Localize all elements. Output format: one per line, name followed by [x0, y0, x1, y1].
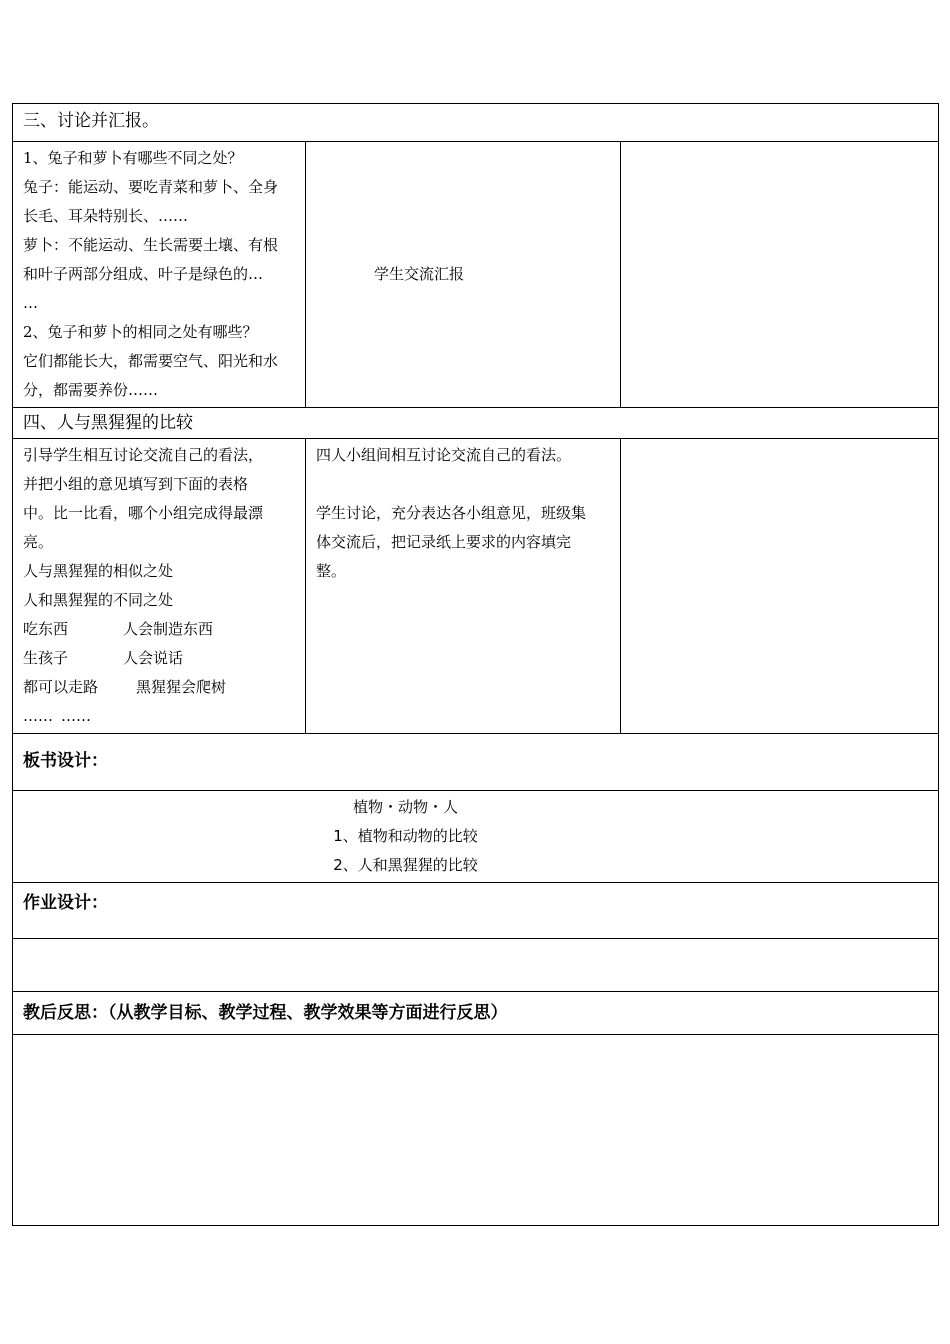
compare-left: 生孩子	[23, 649, 69, 667]
homework-label: 作业设计：	[13, 883, 939, 939]
compare-right: 黑猩猩会爬树	[136, 678, 227, 696]
section3-title: 三、讨论并汇报。	[13, 104, 939, 142]
section4-student-line: 四人小组间相互讨论交流自己的看法。	[316, 446, 572, 464]
section3-line: 分，都需要养份……	[23, 381, 159, 399]
section3-student-text: 学生交流汇报	[374, 265, 465, 283]
reflection-content	[13, 1035, 939, 1226]
board-label: 板书设计：	[13, 734, 939, 791]
compare-right: ……	[61, 707, 91, 725]
reflection-label: 教后反思：（从教学目标、教学过程、教学效果等方面进行反思）	[13, 992, 939, 1035]
lesson-plan-table	[12, 103, 939, 1226]
section4-line: 中。比一比看，哪个小组完成得最漂	[23, 504, 264, 522]
section4-line: 亮。	[23, 533, 54, 551]
section4-student-line: 整。	[316, 562, 347, 580]
section4-line: 引导学生相互讨论交流自己的看法，	[23, 446, 264, 464]
board-line-title: 植物・动物・人	[353, 798, 459, 816]
section4-line: 人与黑猩猩的相似之处	[23, 562, 174, 580]
section4-title: 四、人与黑猩猩的比较	[13, 408, 939, 439]
section4-student-cell	[306, 439, 621, 734]
section4-line: 并把小组的意见填写到下面的表格	[23, 475, 249, 493]
board-content	[13, 791, 939, 883]
section4-notes-cell	[621, 439, 939, 734]
section3-teacher-cell	[13, 142, 306, 408]
compare-row	[23, 644, 295, 673]
section3-line: 兔子：能运动、要吃青菜和萝卜、全身	[23, 178, 279, 196]
section3-line: 1、兔子和萝卜有哪些不同之处？	[23, 149, 243, 167]
compare-right: 人会说话	[123, 649, 184, 667]
homework-content	[13, 939, 939, 992]
section3-line: 2、兔子和萝卜的相同之处有哪些？	[23, 323, 258, 341]
section3-student-cell	[306, 142, 621, 408]
compare-left: 都可以走路	[23, 678, 99, 696]
compare-right: 人会制造东西	[123, 620, 214, 638]
section3-notes-cell	[621, 142, 939, 408]
section3-line: 它们都能长大，都需要空气、阳光和水	[23, 352, 279, 370]
section4-line: 人和黑猩猩的不同之处	[23, 591, 174, 609]
section4-teacher-cell	[13, 439, 306, 734]
board-line: 1、植物和动物的比较	[333, 827, 478, 845]
section3-line: …	[23, 294, 38, 312]
compare-row	[23, 615, 295, 644]
section4-student-line	[316, 470, 610, 499]
compare-row	[23, 702, 295, 731]
section4-student-line: 学生讨论，充分表达各小组意见，班级集	[316, 504, 587, 522]
section3-line: 和叶子两部分组成、叶子是绿色的…	[23, 265, 264, 283]
compare-left: 吃东西	[23, 620, 69, 638]
board-line: 2、人和黑猩猩的比较	[333, 856, 478, 874]
section4-student-line: 体交流后，把记录纸上要求的内容填完	[316, 533, 572, 551]
section3-line: 长毛、耳朵特别长、……	[23, 207, 189, 225]
compare-left: ……	[23, 707, 53, 725]
section3-line: 萝卜：不能运动、生长需要土壤、有根	[23, 236, 279, 254]
compare-row	[23, 673, 295, 702]
